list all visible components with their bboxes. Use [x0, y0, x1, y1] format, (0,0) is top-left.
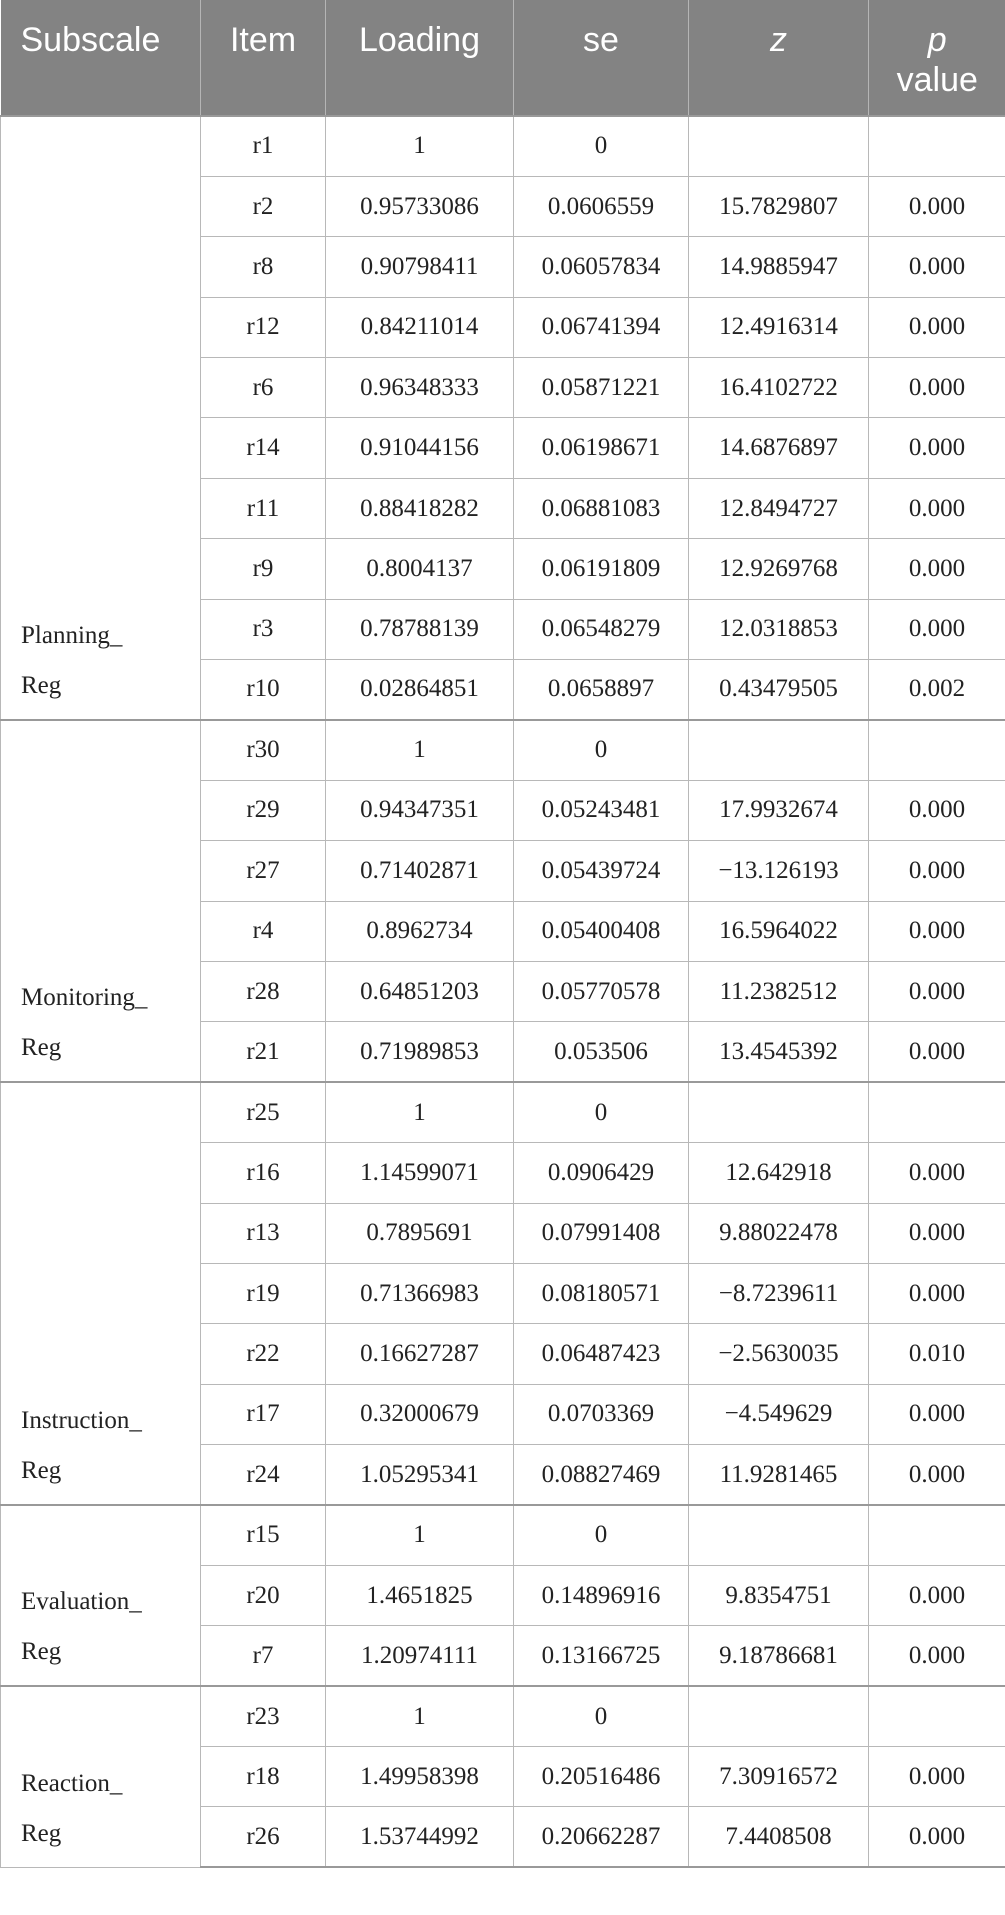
item-cell: r11	[201, 478, 326, 538]
table-row	[1, 1505, 1005, 1565]
z-cell	[689, 720, 869, 780]
item-cell: r26	[201, 1807, 326, 1867]
item-cell: r19	[201, 1263, 326, 1323]
subscale-label-line: Planning_	[21, 621, 123, 649]
table-header	[1, 0, 1005, 116]
p-value-cell: 0.000	[869, 1626, 1005, 1686]
loading-cell: 0.91044156	[326, 418, 514, 478]
loading-cell: 1	[326, 116, 514, 176]
table-row	[1, 116, 1005, 176]
se-cell: 0.20516486	[514, 1747, 689, 1807]
item-cell: r13	[201, 1203, 326, 1263]
z-cell: 7.4408508	[689, 1807, 869, 1867]
z-cell: 9.18786681	[689, 1626, 869, 1686]
se-cell: 0.05439724	[514, 841, 689, 901]
se-cell: 0.08180571	[514, 1263, 689, 1323]
loading-cell: 1	[326, 1686, 514, 1746]
se-cell: 0.05770578	[514, 961, 689, 1021]
se-cell: 0.06057834	[514, 237, 689, 297]
p-value-cell: 0.000	[869, 599, 1005, 659]
header-subscale: Subscale	[1, 0, 201, 116]
p-value-cell: 0.000	[869, 1445, 1005, 1505]
z-cell: −13.126193	[689, 841, 869, 901]
z-cell: 12.8494727	[689, 478, 869, 538]
loading-cell: 0.84211014	[326, 297, 514, 357]
item-cell: r21	[201, 1022, 326, 1082]
table-body	[1, 116, 1005, 1867]
item-cell: r16	[201, 1143, 326, 1203]
loading-cell: 1	[326, 1505, 514, 1565]
se-cell: 0.05871221	[514, 358, 689, 418]
item-cell: r20	[201, 1565, 326, 1625]
header-item: Item	[201, 0, 326, 116]
loading-cell: 0.64851203	[326, 961, 514, 1021]
z-cell: 12.4916314	[689, 297, 869, 357]
loading-cell: 0.71366983	[326, 1263, 514, 1323]
item-cell: r10	[201, 660, 326, 720]
z-cell: 7.30916572	[689, 1747, 869, 1807]
p-value-cell: 0.000	[869, 1203, 1005, 1263]
z-cell: 11.9281465	[689, 1445, 869, 1505]
loading-cell: 1.53744992	[326, 1807, 514, 1867]
header-se: se	[514, 0, 689, 116]
subscale-label-line: Reg	[21, 671, 62, 699]
z-cell	[689, 116, 869, 176]
header-z: z	[689, 0, 869, 116]
p-value-cell: 0.000	[869, 1022, 1005, 1082]
se-cell: 0.06741394	[514, 297, 689, 357]
se-cell: 0	[514, 1505, 689, 1565]
z-cell: 14.6876897	[689, 418, 869, 478]
loading-cell: 0.95733086	[326, 176, 514, 236]
z-cell: 16.5964022	[689, 901, 869, 961]
se-cell: 0	[514, 720, 689, 780]
p-value-cell: 0.000	[869, 1384, 1005, 1444]
item-cell: r18	[201, 1747, 326, 1807]
loading-cell: 0.8004137	[326, 539, 514, 599]
item-cell: r12	[201, 297, 326, 357]
z-cell	[689, 1082, 869, 1142]
p-value-cell: 0.002	[869, 660, 1005, 720]
item-cell: r9	[201, 539, 326, 599]
z-cell: 0.43479505	[689, 660, 869, 720]
p-value-cell: 0.000	[869, 841, 1005, 901]
subscale-cell	[1, 1082, 201, 1505]
se-cell: 0.07991408	[514, 1203, 689, 1263]
p-value-cell: 0.000	[869, 1565, 1005, 1625]
item-cell: r28	[201, 961, 326, 1021]
item-cell: r15	[201, 1505, 326, 1565]
item-cell: r2	[201, 176, 326, 236]
se-cell: 0.06198671	[514, 418, 689, 478]
item-cell: r3	[201, 599, 326, 659]
se-cell: 0.05243481	[514, 780, 689, 840]
p-value-cell: 0.000	[869, 176, 1005, 236]
se-cell: 0.14896916	[514, 1565, 689, 1625]
loading-cell: 1	[326, 1082, 514, 1142]
z-cell: 14.9885947	[689, 237, 869, 297]
item-cell: r22	[201, 1324, 326, 1384]
table-row	[1, 720, 1005, 780]
loading-cell: 1.20974111	[326, 1626, 514, 1686]
subscale-label-line: Evaluation_	[21, 1588, 142, 1616]
p-value-cell: 0.000	[869, 358, 1005, 418]
se-cell: 0	[514, 1686, 689, 1746]
item-cell: r24	[201, 1445, 326, 1505]
p-value-cell: 0.000	[869, 1747, 1005, 1807]
subscale-label-line: Reg	[21, 1034, 62, 1062]
p-value-cell: 0.000	[869, 961, 1005, 1021]
item-cell: r8	[201, 237, 326, 297]
p-value-cell: 0.000	[869, 901, 1005, 961]
z-cell: 16.4102722	[689, 358, 869, 418]
z-cell: −8.7239611	[689, 1263, 869, 1323]
z-cell: 12.9269768	[689, 539, 869, 599]
item-cell: r6	[201, 358, 326, 418]
p-value-cell: 0.000	[869, 297, 1005, 357]
loading-cell: 0.96348333	[326, 358, 514, 418]
table-row	[1, 1082, 1005, 1142]
z-cell: 13.4545392	[689, 1022, 869, 1082]
loading-cell: 1.14599071	[326, 1143, 514, 1203]
subscale-label-line: Instruction_	[21, 1406, 142, 1434]
header-p-value: p value	[869, 0, 1005, 116]
loading-cell: 0.16627287	[326, 1324, 514, 1384]
header-row	[1, 0, 1005, 116]
p-value-cell: 0.000	[869, 237, 1005, 297]
z-cell: 9.8354751	[689, 1565, 869, 1625]
item-cell: r1	[201, 116, 326, 176]
item-cell: r17	[201, 1384, 326, 1444]
se-cell: 0.0906429	[514, 1143, 689, 1203]
se-cell: 0.13166725	[514, 1626, 689, 1686]
header-loading: Loading	[326, 0, 514, 116]
loading-cell: 0.7895691	[326, 1203, 514, 1263]
z-cell: 11.2382512	[689, 961, 869, 1021]
p-value-cell: 0.000	[869, 780, 1005, 840]
p-value-cell: 0.000	[869, 418, 1005, 478]
loading-cell: 1	[326, 720, 514, 780]
z-cell: −4.549629	[689, 1384, 869, 1444]
loading-cell: 0.32000679	[326, 1384, 514, 1444]
item-cell: r25	[201, 1082, 326, 1142]
z-cell	[689, 1505, 869, 1565]
item-cell: r27	[201, 841, 326, 901]
se-cell: 0	[514, 1082, 689, 1142]
loading-cell: 0.71402871	[326, 841, 514, 901]
p-value-cell: 0.000	[869, 478, 1005, 538]
loading-cell: 0.02864851	[326, 660, 514, 720]
se-cell: 0.06548279	[514, 599, 689, 659]
se-cell: 0	[514, 116, 689, 176]
se-cell: 0.0703369	[514, 1384, 689, 1444]
p-value-cell	[869, 1686, 1005, 1746]
p-value-cell: 0.000	[869, 539, 1005, 599]
se-cell: 0.20662287	[514, 1807, 689, 1867]
z-cell: 15.7829807	[689, 176, 869, 236]
z-cell: −2.5630035	[689, 1324, 869, 1384]
item-cell: r30	[201, 720, 326, 780]
p-value-cell	[869, 720, 1005, 780]
subscale-cell	[1, 116, 201, 720]
item-cell: r4	[201, 901, 326, 961]
se-cell: 0.08827469	[514, 1445, 689, 1505]
se-cell: 0.06881083	[514, 478, 689, 538]
loading-cell: 0.88418282	[326, 478, 514, 538]
loading-cell: 0.8962734	[326, 901, 514, 961]
loading-cell: 0.78788139	[326, 599, 514, 659]
item-cell: r7	[201, 1626, 326, 1686]
loading-cell: 0.94347351	[326, 780, 514, 840]
subscale-cell	[1, 1686, 201, 1867]
z-cell: 12.0318853	[689, 599, 869, 659]
p-value-cell: 0.000	[869, 1263, 1005, 1323]
loading-cell: 1.49958398	[326, 1747, 514, 1807]
z-cell: 9.88022478	[689, 1203, 869, 1263]
subscale-label-line: Reg	[21, 1456, 62, 1484]
p-value-cell: 0.010	[869, 1324, 1005, 1384]
p-value-cell	[869, 1505, 1005, 1565]
loading-cell: 1.05295341	[326, 1445, 514, 1505]
loading-cell: 0.90798411	[326, 237, 514, 297]
se-cell: 0.053506	[514, 1022, 689, 1082]
subscale-label-line: Monitoring_	[21, 984, 148, 1012]
se-cell: 0.06487423	[514, 1324, 689, 1384]
item-cell: r29	[201, 780, 326, 840]
z-cell: 17.9932674	[689, 780, 869, 840]
subscale-label-line: Reg	[21, 1638, 62, 1666]
z-cell: 12.642918	[689, 1143, 869, 1203]
se-cell: 0.0606559	[514, 176, 689, 236]
p-value-cell: 0.000	[869, 1807, 1005, 1867]
table-row	[1, 1686, 1005, 1746]
item-cell: r23	[201, 1686, 326, 1746]
p-value-cell	[869, 1082, 1005, 1142]
subscale-label-line: Reaction_	[21, 1769, 123, 1797]
se-cell: 0.05400408	[514, 901, 689, 961]
loading-cell: 0.71989853	[326, 1022, 514, 1082]
subscale-cell	[1, 720, 201, 1082]
z-cell	[689, 1686, 869, 1746]
se-cell: 0.06191809	[514, 539, 689, 599]
p-value-cell: 0.000	[869, 1143, 1005, 1203]
se-cell: 0.0658897	[514, 660, 689, 720]
p-value-cell	[869, 116, 1005, 176]
item-cell: r14	[201, 418, 326, 478]
subscale-cell	[1, 1505, 201, 1686]
loading-cell: 1.4651825	[326, 1565, 514, 1625]
subscale-label-line: Reg	[21, 1819, 62, 1847]
